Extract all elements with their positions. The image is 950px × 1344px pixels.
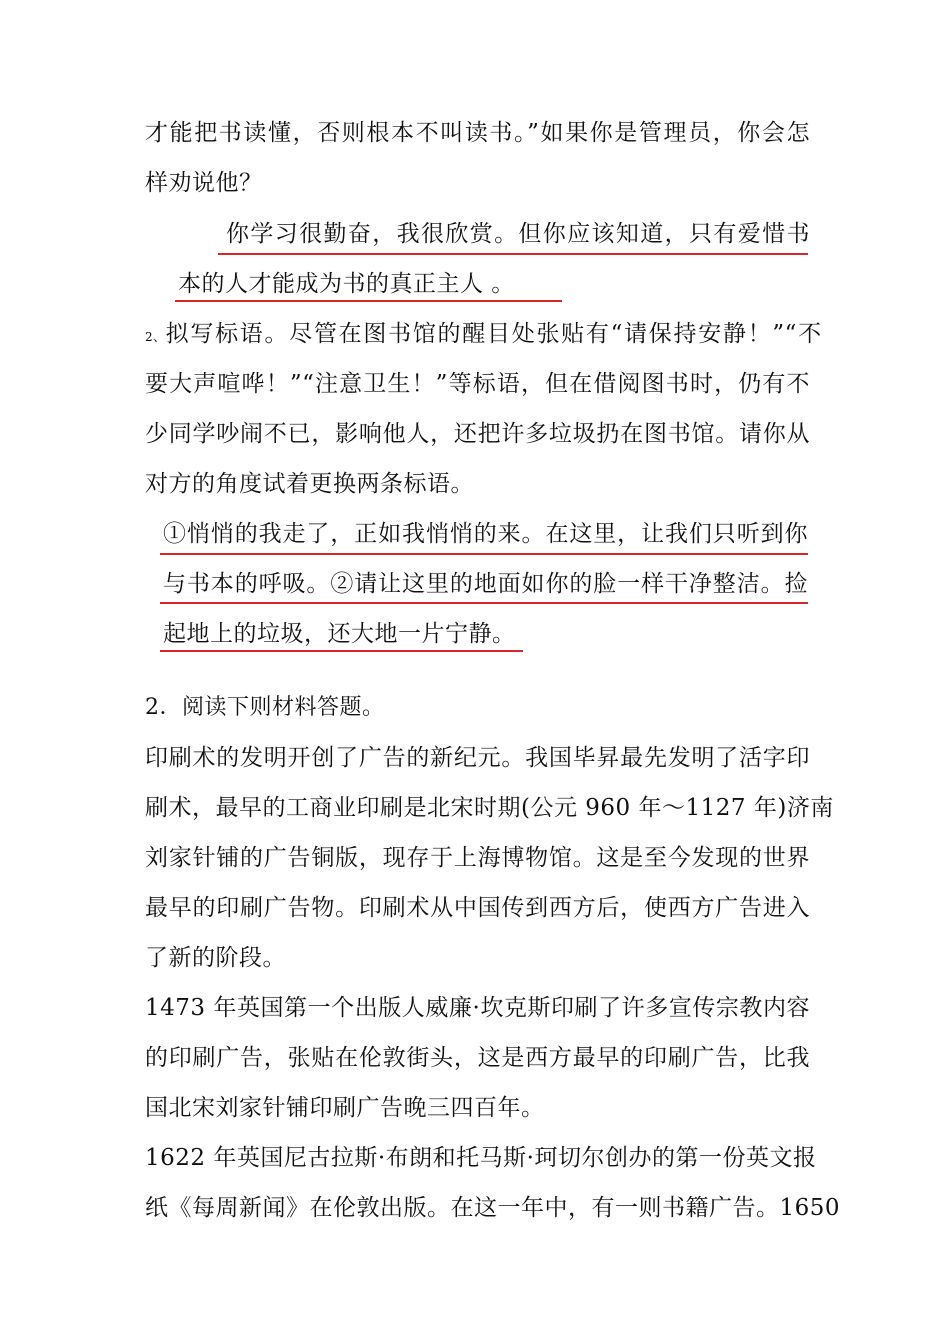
paragraph-line: 刷术，最早的工商业印刷是北宋时期(公元 960 年～1127 年)济南	[145, 795, 834, 821]
answer-text-line: 与书本的呼吸。②请让这里的地面如你的脸一样干净整洁。捡	[163, 571, 808, 597]
answer-underline	[160, 553, 808, 555]
paragraph-line: 1622 年英国尼古拉斯·布朗和托马斯·珂切尔创办的第一份英文报	[145, 1145, 817, 1171]
answer-underline	[218, 253, 808, 255]
paragraph-line: 1473 年英国第一个出版人威廉·坎克斯印刷了许多宣传宗教内容	[145, 995, 810, 1021]
question-text-line: 要大声喧哗！”“注意卫生！”等标语，但在借阅图书时，仍有不	[145, 371, 810, 397]
paragraph-line: 刘家针铺的广告铜版，现存于上海博物馆。这是至今发现的世界	[145, 845, 810, 871]
question-text: 拟写标语。尽管在图书馆的醒目处张贴有“请保持安静！”“不	[165, 321, 822, 347]
question-2-line	[145, 319, 822, 352]
paragraph-line: 的印刷广告，张贴在伦敦街头，这是西方最早的印刷广告，比我	[145, 1045, 810, 1071]
answer-underline	[160, 650, 523, 652]
question-text-line: 才能把书读懂，否则根本不叫读书。”如果你是管理员，你会怎	[145, 120, 810, 146]
answer-text-line: 你学习很勤奋，我很欣赏。但你应该知道，只有爱惜书	[226, 221, 810, 247]
question-text-line: 少同学吵闹不已，影响他人，还把许多垃圾扔在图书馆。请你从	[145, 421, 810, 447]
question-text-line: 样劝说他？	[145, 170, 263, 196]
answer-text-line: ①悄悄的我走了，正如我悄悄的来。在这里，让我们只听到你	[163, 521, 808, 547]
question-text-line: 对方的角度试着更换两条标语。	[145, 471, 474, 497]
paragraph-line: 最早的印刷广告物。印刷术从中国传到西方后，使西方广告进入	[145, 895, 810, 921]
paragraph-line: 了新的阶段。	[145, 945, 286, 971]
paragraph-line: 纸《每周新闻》在伦敦出版。在这一年中，有一则书籍广告。1650	[145, 1195, 841, 1221]
paragraph-line: 印刷术的发明开创了广告的新纪元。我国毕昇最先发明了活字印	[145, 745, 810, 771]
answer-underline	[160, 602, 808, 604]
answer-text-line: 起地上的垃圾，还大地一片宁静。	[163, 621, 516, 647]
question-number: 2、	[145, 330, 166, 344]
answer-underline	[175, 300, 562, 302]
paragraph-line: 国北宋刘家针铺印刷广告晚三四百年。	[145, 1095, 545, 1121]
answer-text-line: 本的人才能成为书的真正主人 。	[178, 271, 515, 297]
section-heading: 2．阅读下则材料答题。	[145, 695, 385, 720]
